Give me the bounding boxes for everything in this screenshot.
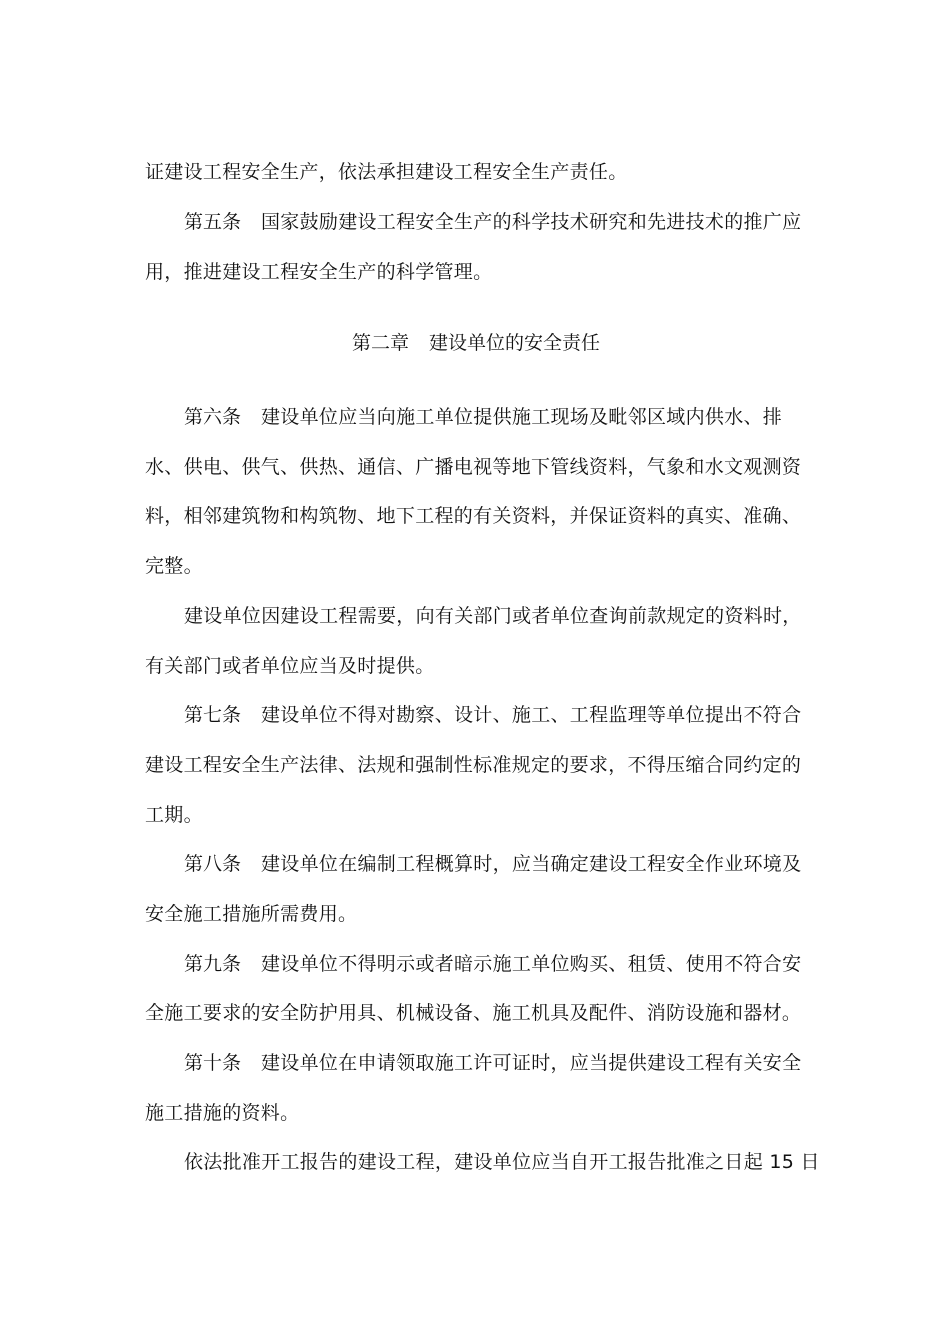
text-line: 建设单位因建设工程需要，向有关部门或者单位查询前款规定的资料时， xyxy=(184,605,802,627)
text-line: 全施工要求的安全防护用具、机械设备、施工机具及配件、消防设施和器材。 xyxy=(145,1002,802,1024)
article-number: 第七条 xyxy=(184,704,242,726)
text-line: 有关部门或者单位应当及时提供。 xyxy=(145,655,435,677)
article-number: 第五条 xyxy=(184,211,242,233)
article-number: 第八条 xyxy=(184,853,242,875)
text-line: 建设单位在编制工程概算时，应当确定建设工程安全作业环境及 xyxy=(261,853,802,875)
text-line: 水、供电、供气、供热、通信、广播电视等地下管线资料，气象和水文观测资 xyxy=(145,456,802,478)
text-line: 建设单位不得明示或者暗示施工单位购买、租赁、使用不符合安 xyxy=(261,953,802,975)
text-line: 完整。 xyxy=(145,555,203,577)
text-line: 安全施工措施所需费用。 xyxy=(145,903,358,925)
article-number: 第十条 xyxy=(184,1052,242,1074)
text-line: 建设单位应当向施工单位提供施工现场及毗邻区域内供水、排 xyxy=(261,406,783,428)
text-line: 证建设工程安全生产，依法承担建设工程安全生产责任。 xyxy=(145,161,628,183)
text-line: 建设单位在申请领取施工许可证时，应当提供建设工程有关安全 xyxy=(261,1052,802,1074)
chapter-number: 第二章 xyxy=(352,332,410,354)
text-line: 建设工程安全生产法律、法规和强制性标准规定的要求，不得压缩合同约定的 xyxy=(145,754,802,776)
chapter-title: 建设单位的安全责任 xyxy=(429,332,601,354)
text-line: 工期。 xyxy=(145,804,203,826)
text-line: 建设单位不得对勘察、设计、施工、工程监理等单位提出不符合 xyxy=(261,704,802,726)
article-number: 第九条 xyxy=(184,953,242,975)
text-line: 用，推进建设工程安全生产的科学管理。 xyxy=(145,261,493,283)
text-line: 国家鼓励建设工程安全生产的科学技术研究和先进技术的推广应 xyxy=(261,211,802,233)
text-line: 依法批准开工报告的建设工程，建设单位应当自开工报告批准之日起 15 日 xyxy=(184,1151,820,1173)
text-line: 料，相邻建筑物和构筑物、地下工程的有关资料，并保证资料的真实、准确、 xyxy=(145,505,802,527)
article-number: 第六条 xyxy=(184,406,242,428)
text-line: 施工措施的资料。 xyxy=(145,1102,300,1124)
